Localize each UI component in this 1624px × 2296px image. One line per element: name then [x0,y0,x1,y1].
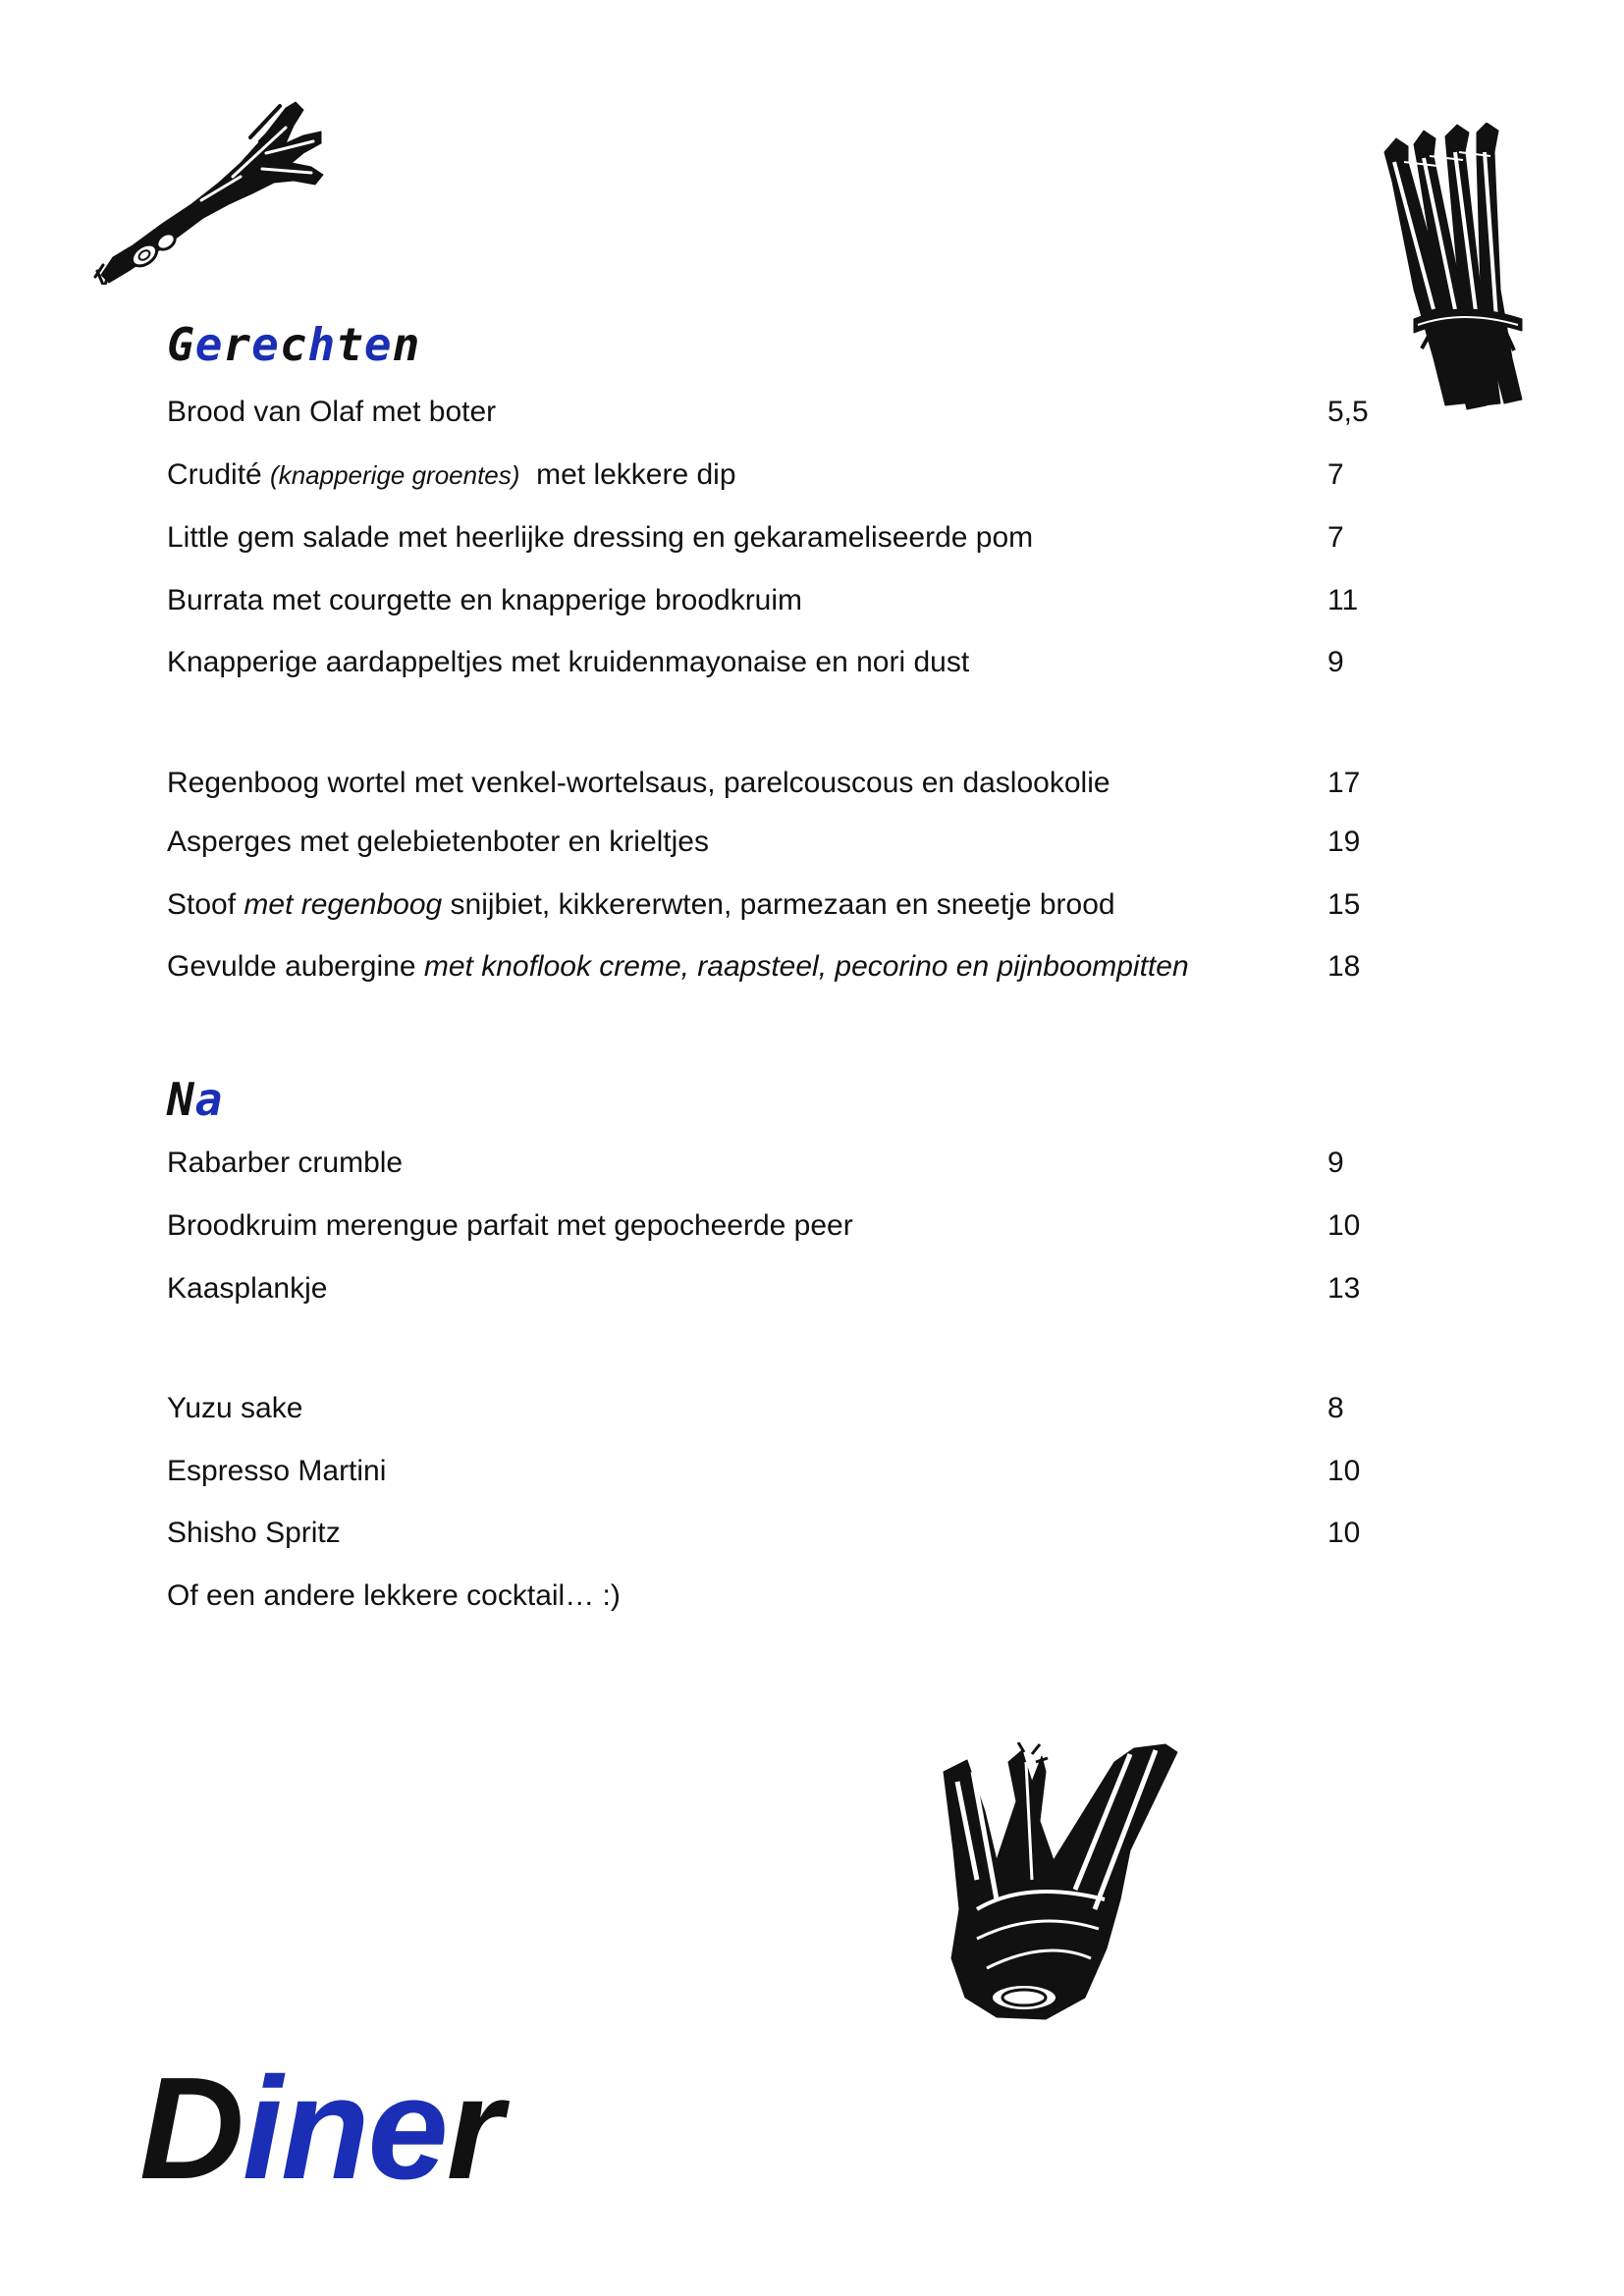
menu-item-emphasis: met regenboog [244,888,443,921]
title-letter: e [194,318,224,371]
menu-item-price: 18 [1327,950,1361,983]
menu-item-name: Shisho Spritz [167,1517,341,1549]
title-letter: a [194,1073,224,1126]
asparagus-icon [1375,123,1546,417]
menu-item-name [167,455,736,495]
menu-item-name-part: Crudité [167,458,271,491]
menu-item-name: Kaasplankje [167,1272,328,1305]
menu-item-name: Brood van Olaf met boter [167,396,497,428]
leek-icon [93,98,329,285]
menu-item-price: 17 [1327,767,1361,799]
menu-item [167,764,1384,803]
title-letter: i [242,2048,282,2210]
menu-item-name [167,947,1189,987]
title-letter: r [223,318,252,371]
title-letter: e [367,2048,447,2210]
menu-item [167,823,1384,862]
menu-item-price: 10 [1327,1209,1361,1242]
menu-item [167,885,1384,925]
title-letter: D [139,2048,243,2210]
menu-item-price: 9 [1327,646,1344,678]
menu-item-name: Little gem salade met heerlijke dressing en gekarameliseerde pom [167,521,1034,554]
menu-item-name: Regenboog wortel met venkel-wortelsaus, parelcouscous en daslookolie [167,767,1110,799]
menu-item-price: 5,5 [1327,396,1369,428]
title-letter: r [446,2048,502,2210]
menu-item [167,643,1384,682]
menu-item-price: 13 [1327,1272,1361,1305]
section-title-na [167,1073,224,1126]
menu-item-name-part: Gevulde aubergine [167,950,424,983]
menu-item [167,393,1384,432]
menu-item-name-part: met lekkere dip [519,458,736,491]
menu-item-note: (knapperige groentes) [270,460,520,490]
menu-item-price: 7 [1327,521,1344,554]
menu-item-emphasis: met knoflook creme, raapsteel, pecorino en pijnboompitten [423,950,1189,983]
menu-item [167,1269,1384,1308]
menu-item [167,518,1384,558]
menu-item [167,455,1384,495]
title-letter: n [281,2048,368,2210]
title-letter: n [392,318,421,371]
menu-item-name: Burrata met courgette en knapperige broodkruim [167,584,803,616]
menu-item-price: 15 [1327,888,1361,921]
page-title [139,2048,502,2210]
menu-item-name: Of een andere lekkere cocktail… :) [167,1579,621,1612]
menu-item [167,1576,1384,1616]
menu-item-price: 9 [1327,1147,1344,1179]
menu-item-name-part: Stoof [167,888,244,921]
menu-item-price: 7 [1327,458,1344,491]
menu-item-name: Rabarber crumble [167,1147,404,1179]
menu-item-name-part: snijbiet, kikkererwten, parmezaan en sneetje brood [442,888,1115,921]
title-letter: N [167,1073,195,1126]
section-title-gerechten [167,318,421,371]
menu-item [167,1452,1384,1491]
menu-item [167,581,1384,620]
title-letter: h [307,318,337,371]
menu-item-price: 10 [1327,1455,1361,1487]
menu-item [167,1389,1384,1428]
title-letter: G [167,318,195,371]
menu-item-name: Knapperige aardappeltjes met kruidenmayonaise en nori dust [167,646,970,678]
menu-item-name: Espresso Martini [167,1455,387,1487]
menu-item-name [167,885,1115,925]
fennel-icon [938,1742,1188,2022]
title-letter: c [279,318,308,371]
menu-item-name: Broodkruim merengue parfait met gepocheerde peer [167,1209,853,1242]
menu-item [167,1206,1384,1246]
menu-item [167,1144,1384,1183]
menu-item-price: 11 [1327,584,1359,616]
title-letter: e [363,318,393,371]
menu-item-price: 8 [1327,1392,1344,1424]
title-letter: t [336,318,364,371]
menu-item-name: Yuzu sake [167,1392,303,1424]
menu-item-price: 10 [1327,1517,1361,1549]
menu-item [167,947,1384,987]
title-letter: e [251,318,280,371]
menu-item [167,1514,1384,1553]
menu-item-name: Asperges met gelebietenboter en krieltjes [167,826,709,858]
menu-item-price: 19 [1327,826,1361,858]
